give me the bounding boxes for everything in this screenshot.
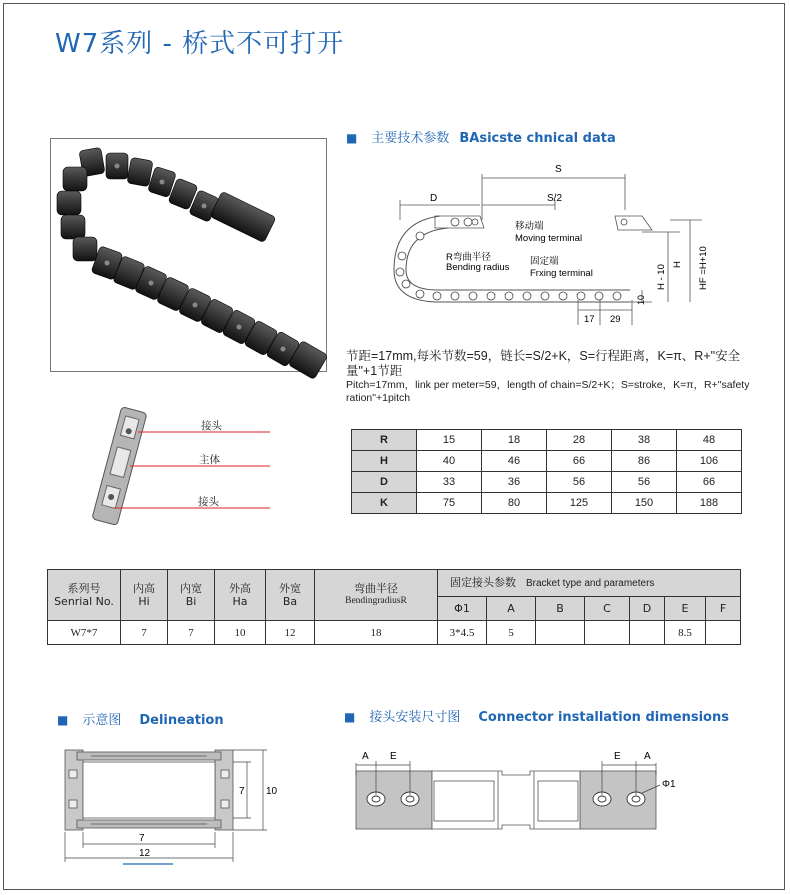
page-title: W7系列 - 桥式不可打开 xyxy=(55,29,345,59)
pitch-note-en: Pitch=17mm，link per meter=59，length of chain=S/2+K；S=stroke，K=π，R+"safety ration"+1pitch xyxy=(346,379,750,404)
table-row xyxy=(352,430,742,451)
dim-h: H xyxy=(672,261,683,268)
table-row xyxy=(48,621,741,645)
subheader-b: B xyxy=(536,597,585,621)
dim-17: 17 xyxy=(584,314,595,325)
joint-bottom-label: 接头 xyxy=(198,496,219,508)
row-label: K xyxy=(352,493,417,514)
dim-s: S xyxy=(555,164,562,175)
header-ba: 外宽 Ba xyxy=(266,570,315,621)
cell-ha: 10 xyxy=(215,621,266,645)
table-cell: 15 xyxy=(417,430,482,451)
moving-terminal-cn: 移动端 xyxy=(515,221,544,232)
header-bending: 弯曲半径 BendingradiusR xyxy=(315,570,438,621)
row-label: D xyxy=(352,472,417,493)
dim-s2: S/2 xyxy=(547,193,563,204)
header-bi: 内宽 Bi xyxy=(168,570,215,621)
cell-bi: 7 xyxy=(168,621,215,645)
bending-radius-cn: R弯曲半径 xyxy=(446,252,491,263)
dim-hf: HF =H+10 xyxy=(698,246,709,290)
cell-phi: 3*4.5 xyxy=(438,621,487,645)
spec-table xyxy=(47,569,741,645)
table-cell: 106 xyxy=(677,451,742,472)
table-cell: 56 xyxy=(612,472,677,493)
table-cell: 36 xyxy=(482,472,547,493)
dim-phi: Φ1 xyxy=(662,779,676,790)
table-cell: 150 xyxy=(612,493,677,514)
cell-c xyxy=(585,621,630,645)
dim-h-10: H - 10 xyxy=(656,264,667,290)
subheader-c: C xyxy=(585,597,630,621)
connector-diagram xyxy=(352,745,682,835)
square-bullet-icon: ■ xyxy=(344,710,356,724)
joint-top-label: 接头 xyxy=(201,420,222,432)
dim-outer-width: 12 xyxy=(139,848,151,859)
cell-d xyxy=(630,621,665,645)
table-cell: 80 xyxy=(482,493,547,514)
table-cell: 66 xyxy=(677,472,742,493)
drag-chain-photo xyxy=(50,138,327,372)
subheader-a: A xyxy=(487,597,536,621)
basic-data-heading xyxy=(346,127,616,146)
dim-e-right: E xyxy=(614,751,621,762)
subheader-e: E xyxy=(665,597,706,621)
dim-inner-height: 7 xyxy=(239,786,245,797)
header-bracket: 固定接头参数 Bracket type and parameters xyxy=(438,570,741,597)
table-cell: 188 xyxy=(677,493,742,514)
dim-inner-width: 7 xyxy=(139,833,145,844)
table-cell: 75 xyxy=(417,493,482,514)
table-cell: 56 xyxy=(547,472,612,493)
cross-section-diagram xyxy=(55,742,278,872)
table-cell: 28 xyxy=(547,430,612,451)
moving-terminal-en: Moving terminal xyxy=(515,233,583,244)
table-row xyxy=(352,472,742,493)
delineation-cn: 示意图 xyxy=(82,713,122,728)
fixed-terminal-en: Frxing terminal xyxy=(530,268,593,279)
bending-radius-en: Bending radius xyxy=(446,262,510,273)
fixed-terminal-cn: 固定端 xyxy=(530,256,559,267)
header-hi: 内高 Hi xyxy=(121,570,168,621)
delineation-en: Delineation xyxy=(139,713,224,728)
table-cell: 125 xyxy=(547,493,612,514)
table-cell: 18 xyxy=(482,430,547,451)
table-row xyxy=(352,451,742,472)
table-cell: 46 xyxy=(482,451,547,472)
subheader-f: F xyxy=(706,597,741,621)
table-cell: 38 xyxy=(612,430,677,451)
dim-e-left: E xyxy=(390,751,397,762)
row-label: H xyxy=(352,451,417,472)
table-cell: 40 xyxy=(417,451,482,472)
header-series: 系列号 Senrial No. xyxy=(48,570,121,621)
table-cell: 86 xyxy=(612,451,677,472)
cell-a: 5 xyxy=(487,621,536,645)
chain-link-diagram xyxy=(70,400,300,530)
connector-heading xyxy=(344,706,729,725)
table-cell: 66 xyxy=(547,451,612,472)
dim-d: D xyxy=(430,193,438,204)
cell-f xyxy=(706,621,741,645)
row-label: R xyxy=(352,430,417,451)
basic-data-en: BAsicste chnical data xyxy=(459,131,616,146)
cell-hi: 7 xyxy=(121,621,168,645)
table-cell: 48 xyxy=(677,430,742,451)
table-cell: 33 xyxy=(417,472,482,493)
connector-en: Connector installation dimensions xyxy=(478,710,729,725)
radius-table xyxy=(351,429,742,514)
header-ha: 外高 Ha xyxy=(215,570,266,621)
chain-dimension-diagram xyxy=(380,160,720,330)
dim-10: 10 xyxy=(636,294,646,305)
table-row xyxy=(352,493,742,514)
connector-cn: 接头安装尺寸图 xyxy=(369,710,461,725)
cell-e: 8.5 xyxy=(665,621,706,645)
cell-b xyxy=(536,621,585,645)
cell-series: W7*7 xyxy=(48,621,121,645)
body-label: 主体 xyxy=(199,454,220,466)
square-bullet-icon: ■ xyxy=(346,131,358,145)
delineation-heading xyxy=(57,709,224,728)
dim-a-right: A xyxy=(644,751,651,762)
dim-a-left: A xyxy=(362,751,369,762)
basic-data-cn: 主要技术参数 xyxy=(371,131,450,146)
cell-bend: 18 xyxy=(315,621,438,645)
square-bullet-icon: ■ xyxy=(57,713,69,727)
subheader-d: D xyxy=(630,597,665,621)
dim-outer-height: 10 xyxy=(266,786,278,797)
pitch-note xyxy=(346,349,756,405)
cell-ba: 12 xyxy=(266,621,315,645)
pitch-note-cn: 节距=17mm,每米节数=59，链长=S/2+K，S=行程距离，K=π、R+"安全量"+1节距 xyxy=(346,349,741,378)
dim-29: 29 xyxy=(610,314,621,325)
subheader-phi: Φ1 xyxy=(438,597,487,621)
